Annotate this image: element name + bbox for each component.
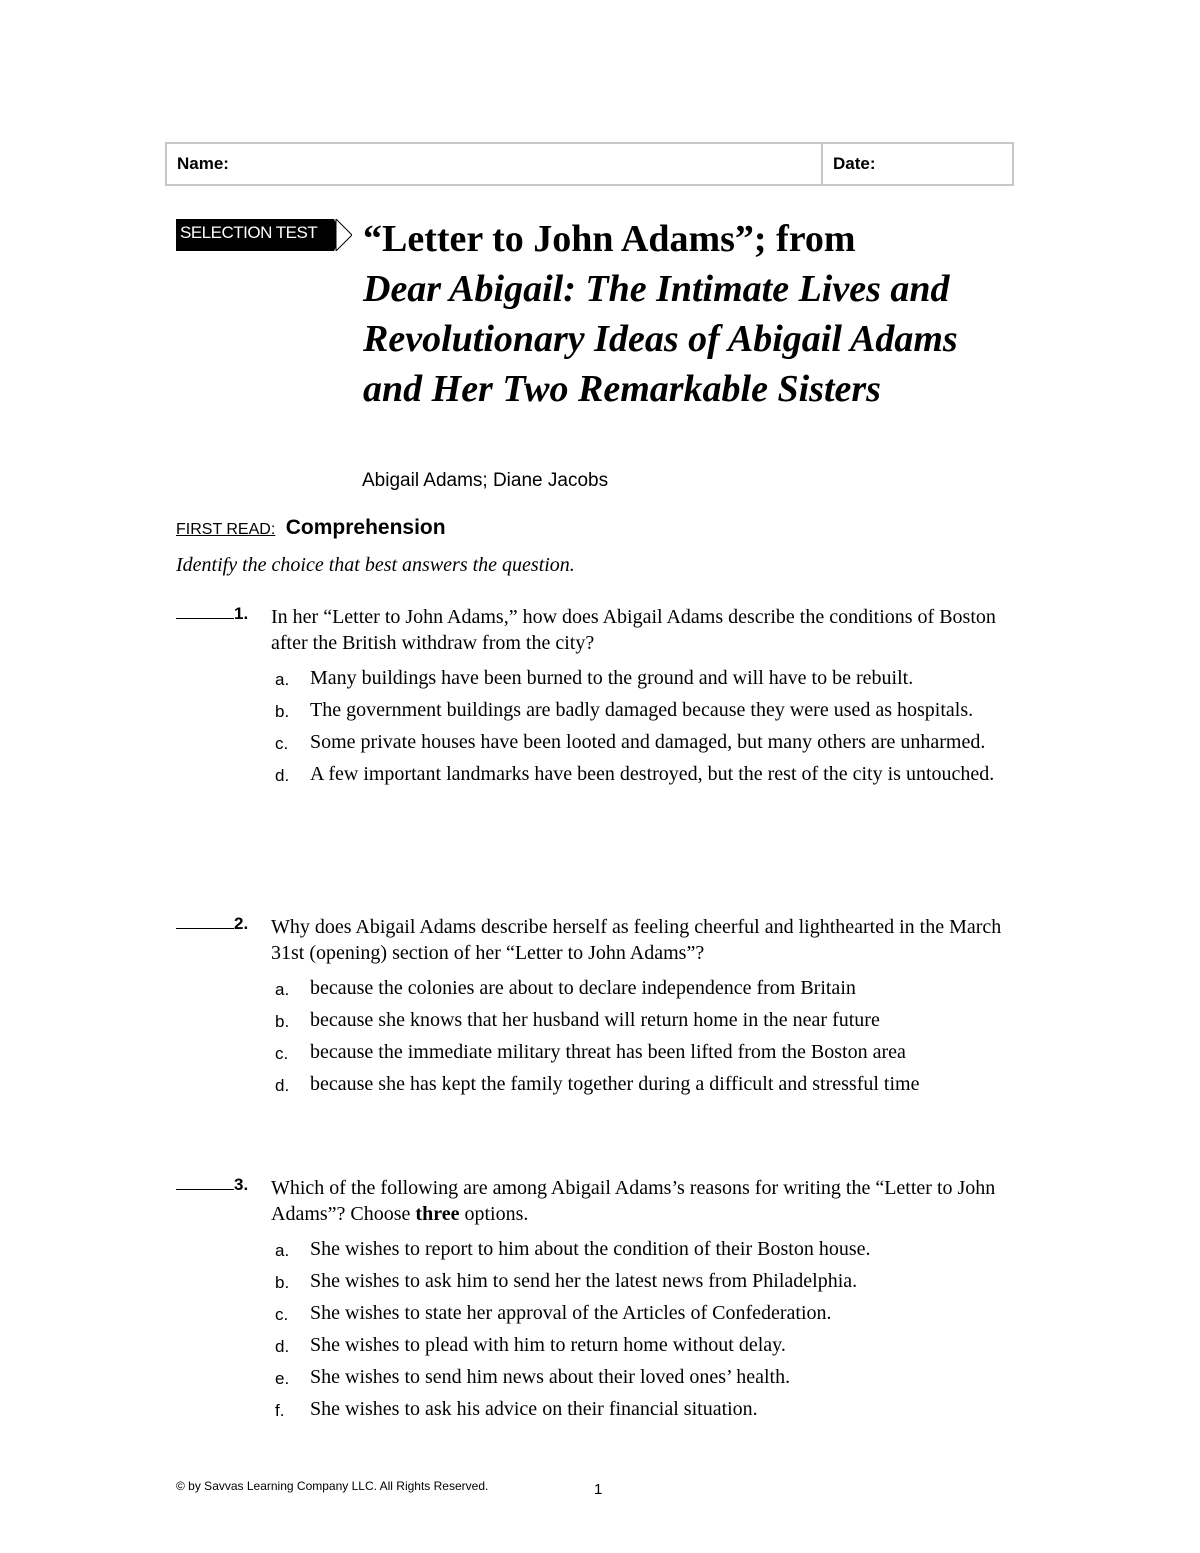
title-book-name: Dear Abigail: The Intimate Lives and Revolutionary Ideas of Abigail Adams and Her Two Remarkable Sisters: [363, 268, 958, 410]
authors: Abigail Adams; Diane Jacobs: [362, 470, 609, 491]
option-text: A few important landmarks have been destroyed, but the rest of the city is untouched.: [310, 763, 995, 785]
option[interactable]: [275, 1008, 1010, 1033]
answer-blank[interactable]: [176, 1175, 248, 1195]
option[interactable]: [275, 1040, 1010, 1065]
question-number: 3.: [234, 1175, 249, 1194]
option[interactable]: [275, 1301, 1010, 1326]
option-letter: c.: [275, 1305, 289, 1324]
question-3: [176, 1175, 1016, 1429]
option-letter: c.: [275, 1044, 289, 1063]
section-title: Comprehension: [285, 516, 446, 539]
copyright-footer: © by Savvas Learning Company LLC. All Rights Reserved.: [176, 1479, 489, 1493]
option[interactable]: [275, 666, 1010, 691]
option-text: because the immediate military threat has been lifted from the Boston area: [310, 1041, 906, 1063]
option-letter: a.: [275, 670, 290, 689]
date-label: Date:: [833, 154, 876, 173]
option-letter: d.: [275, 1337, 290, 1356]
instructions: Identify the choice that best answers the question.: [176, 554, 575, 576]
option[interactable]: [275, 730, 1010, 755]
first-read-label: FIRST READ:: [176, 521, 276, 538]
option-letter: b.: [275, 702, 290, 721]
option-letter: d.: [275, 1076, 290, 1095]
options-list: [176, 976, 1016, 1097]
question-text-part: options.: [459, 1203, 529, 1225]
option-letter: c.: [275, 734, 289, 753]
option-text: because the colonies are about to declare independence from Britain: [310, 977, 856, 999]
option-text: She wishes to ask him to send her the latest news from Philadelphia.: [310, 1270, 858, 1292]
option-letter: e.: [275, 1369, 290, 1388]
question-emphasis: three: [415, 1203, 460, 1225]
answer-blank[interactable]: [176, 604, 248, 624]
page-number: 1: [594, 1481, 603, 1498]
option-text: She wishes to report to him about the condition of their Boston house.: [310, 1238, 871, 1260]
option-text: She wishes to plead with him to return home without delay.: [310, 1334, 786, 1356]
option-letter: b.: [275, 1012, 290, 1031]
question-number: 1.: [234, 604, 249, 623]
question-2: [176, 914, 1016, 1104]
option-text: The government buildings are badly damaged because they were used as hospitals.: [310, 699, 974, 721]
name-field[interactable]: [167, 144, 823, 184]
question-text: In her “Letter to John Adams,” how does Abigail Adams describe the conditions of Boston after the British withdraw from the city?: [271, 606, 996, 654]
option-text: She wishes to state her approval of the Articles of Confederation.: [310, 1302, 832, 1324]
option[interactable]: [275, 1365, 1010, 1390]
section-heading: [176, 516, 446, 540]
option-text: because she knows that her husband will return home in the near future: [310, 1009, 880, 1031]
question-text: Why does Abigail Adams describe herself as feeling cheerful and lighthearted in the March 31st (opening) section of her “Letter to John Adams”?: [271, 916, 1002, 964]
option-letter: a.: [275, 980, 290, 999]
option-letter: f.: [275, 1401, 285, 1420]
options-list: [176, 666, 1016, 787]
option[interactable]: [275, 1333, 1010, 1358]
question-number: 2.: [234, 914, 249, 933]
selection-test-label: SELECTION TEST: [180, 223, 318, 242]
option-text: Some private houses have been looted and damaged, but many others are unharmed.: [310, 731, 986, 753]
option[interactable]: [275, 762, 1010, 787]
title-line: “Letter to John Adams”; from: [363, 218, 856, 260]
name-label: Name:: [177, 154, 229, 173]
option[interactable]: [275, 1269, 1010, 1294]
option-letter: b.: [275, 1273, 290, 1292]
date-field[interactable]: [823, 144, 1012, 184]
option-letter: d.: [275, 766, 290, 785]
answer-blank[interactable]: [176, 914, 248, 934]
option[interactable]: [275, 1237, 1010, 1262]
option[interactable]: [275, 698, 1010, 723]
name-date-box: [165, 142, 1014, 186]
options-list: [176, 1237, 1016, 1422]
question-text-part: Which of the following are among Abigail Adams’s reasons for writing the “Letter to John Adams”? Choose: [271, 1177, 996, 1225]
option[interactable]: [275, 1397, 1010, 1422]
option-text: She wishes to send him news about their loved ones’ health.: [310, 1366, 791, 1388]
selection-test-tag: [176, 219, 342, 251]
option-letter: a.: [275, 1241, 290, 1260]
option[interactable]: [275, 976, 1010, 1001]
selection-title: [363, 214, 1023, 414]
option-text: She wishes to ask his advice on their financial situation.: [310, 1398, 758, 1420]
option[interactable]: [275, 1072, 1010, 1097]
question-1: [176, 604, 1016, 794]
option-text: because she has kept the family together during a difficult and stressful time: [310, 1073, 920, 1095]
option-text: Many buildings have been burned to the ground and will have to be rebuilt.: [310, 667, 914, 689]
question-text: [271, 1175, 1011, 1227]
